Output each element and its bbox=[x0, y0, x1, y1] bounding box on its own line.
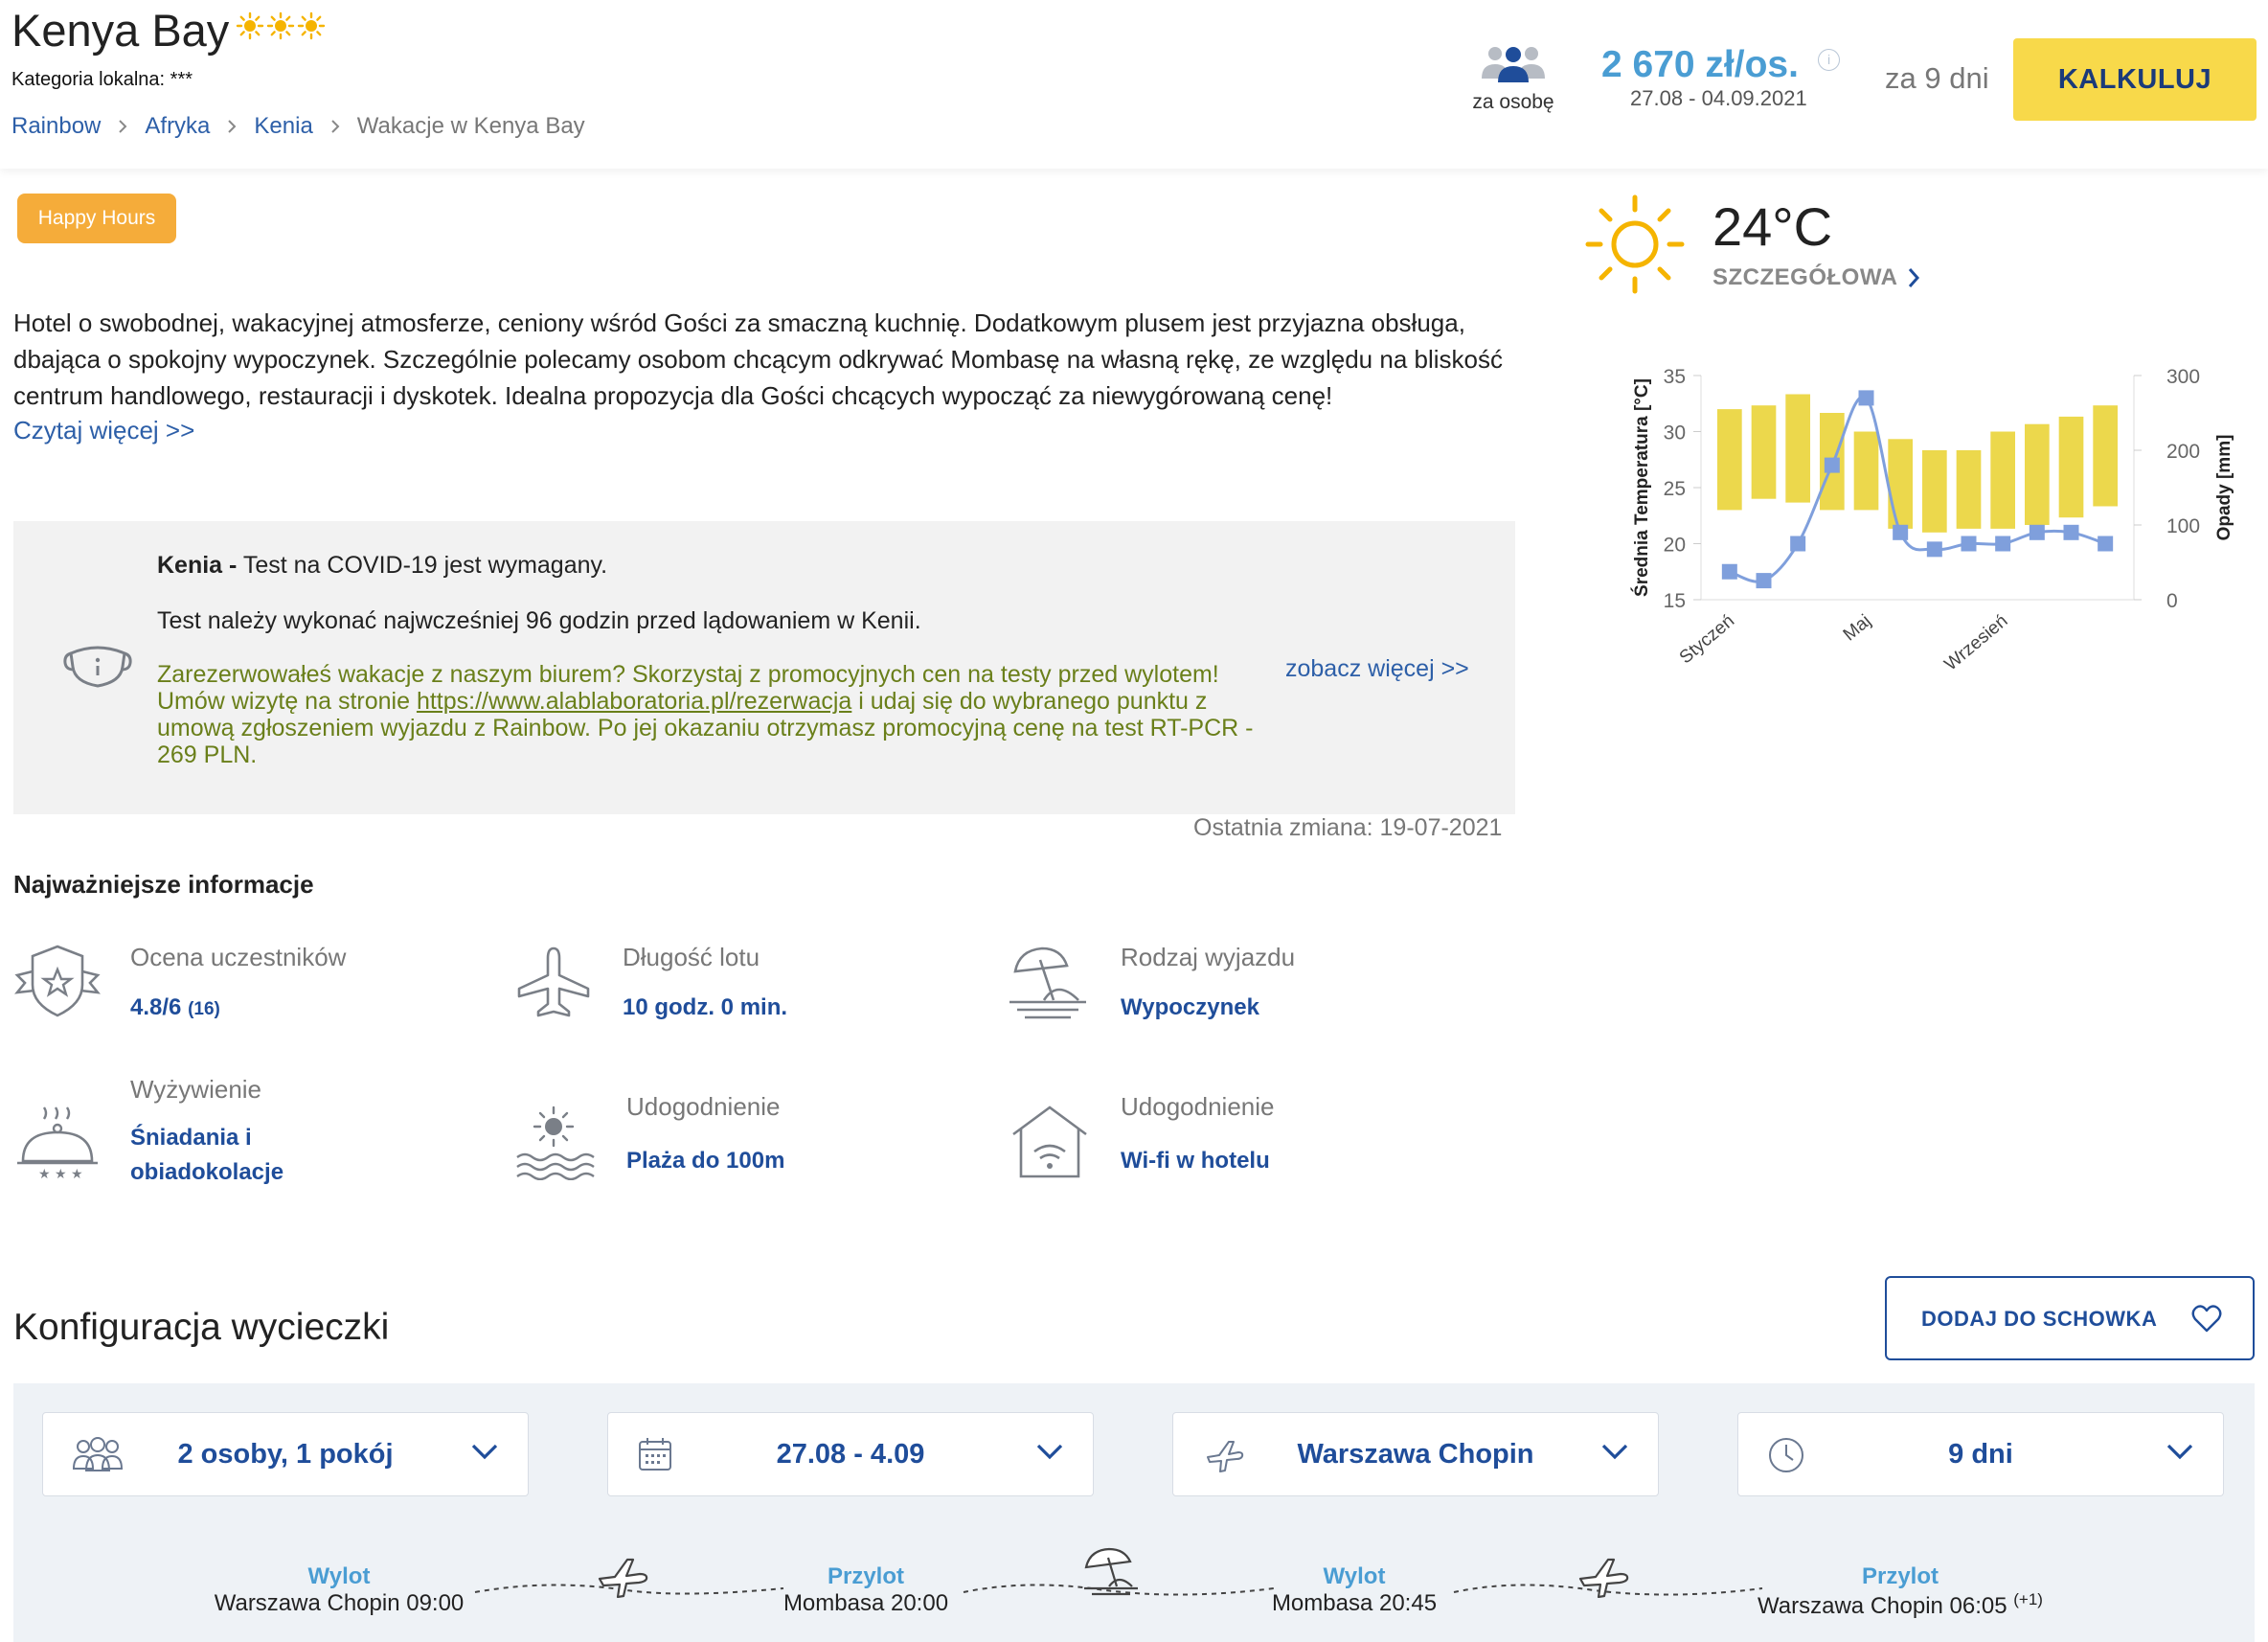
chevron-right-icon bbox=[327, 118, 344, 135]
breadcrumb-item-rainbow[interactable]: Rainbow bbox=[11, 113, 102, 139]
rainfall-bar bbox=[2025, 424, 2050, 525]
covid-title bbox=[157, 552, 607, 580]
rainfall-bar bbox=[2093, 405, 2118, 506]
rainfall-bar bbox=[1888, 439, 1913, 529]
happy-hours-badge: Happy Hours bbox=[17, 194, 176, 243]
calendar-icon bbox=[637, 1436, 673, 1472]
beach-sun-icon bbox=[510, 1104, 598, 1180]
hotel-rating-stars bbox=[236, 11, 326, 40]
chevron-down-icon bbox=[2166, 1442, 2194, 1461]
weather-detail-link[interactable] bbox=[1712, 264, 1921, 291]
temperature-point bbox=[1790, 536, 1805, 552]
chevron-down-icon bbox=[1600, 1442, 1629, 1461]
covid-info-box bbox=[13, 521, 1515, 814]
temperature-point bbox=[1995, 536, 2010, 552]
y-tick-label: 35 bbox=[1663, 366, 1686, 388]
people-group-icon bbox=[1479, 44, 1548, 82]
x-tick-label: Styczeń bbox=[1675, 610, 1739, 669]
y-tick-label: 15 bbox=[1663, 590, 1686, 612]
add-to-clipboard-button[interactable] bbox=[1885, 1276, 2255, 1360]
temperature-point bbox=[1859, 390, 1874, 405]
departure-airport-selector[interactable] bbox=[1172, 1412, 1659, 1496]
trip-type-value: Wypoczynek bbox=[1121, 994, 1259, 1020]
temperature-point bbox=[1962, 536, 1977, 552]
beach-value: Plaża do 100m bbox=[626, 1148, 785, 1174]
travelers-value: 2 osoby, 1 pokój bbox=[177, 1439, 394, 1470]
temperature-point bbox=[1722, 564, 1737, 580]
clock-icon bbox=[1767, 1436, 1805, 1474]
rainfall-bar bbox=[1957, 450, 1982, 529]
info-item-trip-type bbox=[1006, 943, 1465, 1029]
config-title: Konfiguracja wycieczki bbox=[13, 1307, 390, 1348]
breadcrumb-item-kenia[interactable]: Kenia bbox=[254, 113, 313, 139]
info-item-rating bbox=[13, 943, 473, 1029]
covid-see-more-link[interactable]: zobacz więcej >> bbox=[1285, 655, 1469, 682]
beach-umbrella-icon bbox=[1082, 1546, 1140, 1600]
trip-duration: za 9 dni bbox=[1885, 61, 1989, 95]
rainfall-bar bbox=[1922, 450, 1947, 533]
chevron-down-icon bbox=[1035, 1442, 1064, 1461]
return-plane-icon bbox=[1576, 1552, 1634, 1598]
flight-length-value: 10 godz. 0 min. bbox=[623, 994, 788, 1020]
temperature-point bbox=[1893, 525, 1908, 540]
info-icon[interactable]: i bbox=[1818, 49, 1840, 71]
timeline-place: Warszawa Chopin 09:00 bbox=[214, 1590, 465, 1616]
rainfall-bar bbox=[1990, 432, 2015, 529]
lab-booking-link[interactable]: https://www.alablaboratoria.pl/rezerwacja bbox=[416, 688, 852, 715]
airport-value: Warszawa Chopin bbox=[1297, 1439, 1534, 1470]
page-header bbox=[0, 0, 2268, 169]
timeline-place: Mombasa 20:00 bbox=[782, 1590, 949, 1616]
breadcrumb-item-afryka[interactable]: Afryka bbox=[145, 113, 211, 139]
y2-tick-label: 100 bbox=[2166, 515, 2201, 537]
current-temperature: 24°C bbox=[1712, 196, 1833, 257]
info-label: Udogodnienie bbox=[626, 1092, 781, 1121]
info-item-flight bbox=[510, 943, 969, 1029]
local-category: Kategoria lokalna: *** bbox=[11, 69, 193, 90]
breadcrumb bbox=[11, 113, 585, 140]
outbound-plane-icon bbox=[596, 1552, 653, 1598]
y-tick-label: 25 bbox=[1663, 478, 1686, 500]
svg-text:★ ★ ★: ★ ★ ★ bbox=[38, 1167, 83, 1180]
dates-selector[interactable] bbox=[607, 1412, 1094, 1496]
beach-umbrella-icon bbox=[1006, 943, 1094, 1019]
timeline-arrival-return bbox=[1745, 1563, 2055, 1620]
food-cloche-icon bbox=[13, 1104, 102, 1180]
people-icon bbox=[72, 1436, 124, 1472]
key-info-heading: Najważniejsze informacje bbox=[13, 870, 314, 899]
info-label: Udogodnienie bbox=[1121, 1092, 1275, 1121]
y-axis-title: Średnia Temperatura [°C] bbox=[1632, 378, 1652, 597]
temperature-point bbox=[1927, 541, 1942, 557]
wifi-house-icon bbox=[1006, 1104, 1094, 1180]
covid-country: Kenia - bbox=[157, 552, 238, 579]
info-label: Wyżywienie bbox=[130, 1075, 262, 1104]
timeline-place: Warszawa Chopin 06:05 $^{(+1)}$ bbox=[1758, 1590, 2043, 1619]
covid-test-text: Test należy wykonać najwcześniej 96 godzin przed lądowaniem w Kenii. bbox=[157, 607, 921, 634]
timeline-departure-return bbox=[1239, 1563, 1469, 1617]
info-item-board bbox=[13, 1075, 473, 1199]
temperature-point bbox=[2098, 536, 2113, 552]
sun-star-icon bbox=[236, 11, 264, 40]
chevron-right-icon bbox=[114, 118, 131, 135]
hotel-title: Kenya Bay bbox=[11, 5, 230, 56]
rating-value: 4.8/6 (16) bbox=[130, 994, 220, 1020]
temperature-point bbox=[2064, 525, 2079, 540]
timeline-label: Wylot bbox=[1323, 1563, 1386, 1589]
timeline-departure-outbound bbox=[205, 1563, 473, 1617]
rainfall-bar bbox=[1785, 395, 1810, 503]
y2-tick-label: 300 bbox=[2166, 366, 2201, 388]
travelers-selector[interactable] bbox=[42, 1412, 529, 1496]
y-tick-label: 30 bbox=[1663, 422, 1686, 445]
airplane-icon bbox=[510, 943, 598, 1019]
rainfall-bar bbox=[2059, 417, 2084, 517]
price: 2 670 zł/os. bbox=[1601, 44, 1799, 85]
per-person-label: za osobę bbox=[1472, 91, 1554, 113]
sun-icon bbox=[1584, 194, 1686, 295]
info-label: Ocena uczestników bbox=[130, 943, 347, 971]
y2-tick-label: 200 bbox=[2166, 441, 2201, 463]
temperature-point bbox=[2030, 525, 2045, 540]
heart-icon bbox=[2191, 1305, 2222, 1334]
temperature-point bbox=[1757, 573, 1772, 588]
dates-value: 27.08 - 4.09 bbox=[776, 1439, 925, 1470]
info-item-wifi bbox=[1006, 1092, 1465, 1188]
trip-dates: 27.08 - 04.09.2021 bbox=[1630, 86, 1807, 110]
breadcrumb-item-current: Wakacje w Kenya Bay bbox=[356, 113, 585, 139]
plane-icon bbox=[1202, 1436, 1244, 1474]
rainfall-bar bbox=[1752, 405, 1777, 499]
sun-star-icon bbox=[266, 11, 295, 40]
chevron-right-icon bbox=[223, 118, 240, 135]
y2-axis-title: Opady [mm] bbox=[2214, 434, 2234, 541]
covid-promo-text bbox=[157, 661, 1268, 768]
duration-selector[interactable] bbox=[1737, 1412, 2224, 1496]
timeline-arrival-outbound bbox=[751, 1563, 981, 1617]
rainfall-bar bbox=[1854, 432, 1879, 511]
chevron-down-icon bbox=[470, 1442, 499, 1461]
read-more-link[interactable]: Czytaj więcej >> bbox=[13, 416, 195, 445]
config-panel bbox=[13, 1383, 2255, 1642]
info-item-beach bbox=[510, 1092, 969, 1188]
info-label: Rodzaj wyjazdu bbox=[1121, 943, 1296, 971]
timeline-label: Przylot bbox=[1861, 1563, 1939, 1589]
board-value: Śniadania i obiadokolacje bbox=[130, 1125, 284, 1185]
y-tick-label: 20 bbox=[1663, 534, 1686, 557]
wifi-value: Wi-fi w hotelu bbox=[1121, 1148, 1270, 1174]
sun-star-icon bbox=[297, 11, 326, 40]
x-tick-label: Wrzesień bbox=[1940, 610, 2012, 675]
rating-badge-icon bbox=[13, 943, 102, 1019]
rainfall-bar bbox=[1717, 409, 1742, 510]
covid-promo-after: i udaj się do wybranego punktu z umową zgłoszeniem wyjazdu z Rainbow. Po jej okazaniu otrzymasz promocyjną cenę na test RT-PCR - 269 PLN. bbox=[157, 688, 1254, 768]
covid-promo-before: Zarezerwowałeś wakacje z naszym biurem? Skorzystaj z promocyjnych cen na testy przed wylotem! Umów wizytę na stronie bbox=[157, 661, 1219, 715]
info-label: Długość lotu bbox=[623, 943, 760, 971]
timeline-label: Przylot bbox=[827, 1563, 904, 1589]
chevron-right-icon bbox=[1906, 266, 1921, 289]
calculate-button[interactable]: KALKULUJ bbox=[2013, 38, 2257, 121]
weather-detail-label: SZCZEGÓŁOWA bbox=[1712, 264, 1898, 290]
covid-requirement: Test na COVID-19 jest wymagany. bbox=[242, 552, 608, 579]
save-button-label: DODAJ DO SCHOWKA bbox=[1921, 1307, 2158, 1331]
timeline-place: Mombasa 20:45 bbox=[1271, 1590, 1438, 1616]
climate-chart bbox=[1619, 354, 2241, 680]
y2-tick-label: 0 bbox=[2166, 590, 2178, 612]
hotel-description: Hotel o swobodnej, wakacyjnej atmosferze, ceniony wśród Gości za smaczną kuchnię. Dodatkowym plusem jest przyjazna obsługa, dbająca o spokojny wypoczynek. Szczególnie polecamy osobom chcącym odkrywać Mombasę na własną rękę, ze względu na bliskość centrum handlowego, restauracji i dyskotek. Idealna propozycja dla Gości chcących wypocząć za niewygórowaną cenę! bbox=[13, 308, 1503, 410]
last-change-date: Ostatnia zmiana: 19-07-2021 bbox=[1193, 814, 1503, 841]
per-person-selector[interactable] bbox=[1465, 44, 1561, 114]
temperature-point bbox=[1825, 458, 1840, 473]
x-tick-label: Maj bbox=[1839, 610, 1875, 646]
timeline-label: Wylot bbox=[307, 1563, 371, 1589]
face-mask-icon bbox=[63, 640, 132, 690]
duration-value: 9 dni bbox=[1948, 1439, 2013, 1470]
